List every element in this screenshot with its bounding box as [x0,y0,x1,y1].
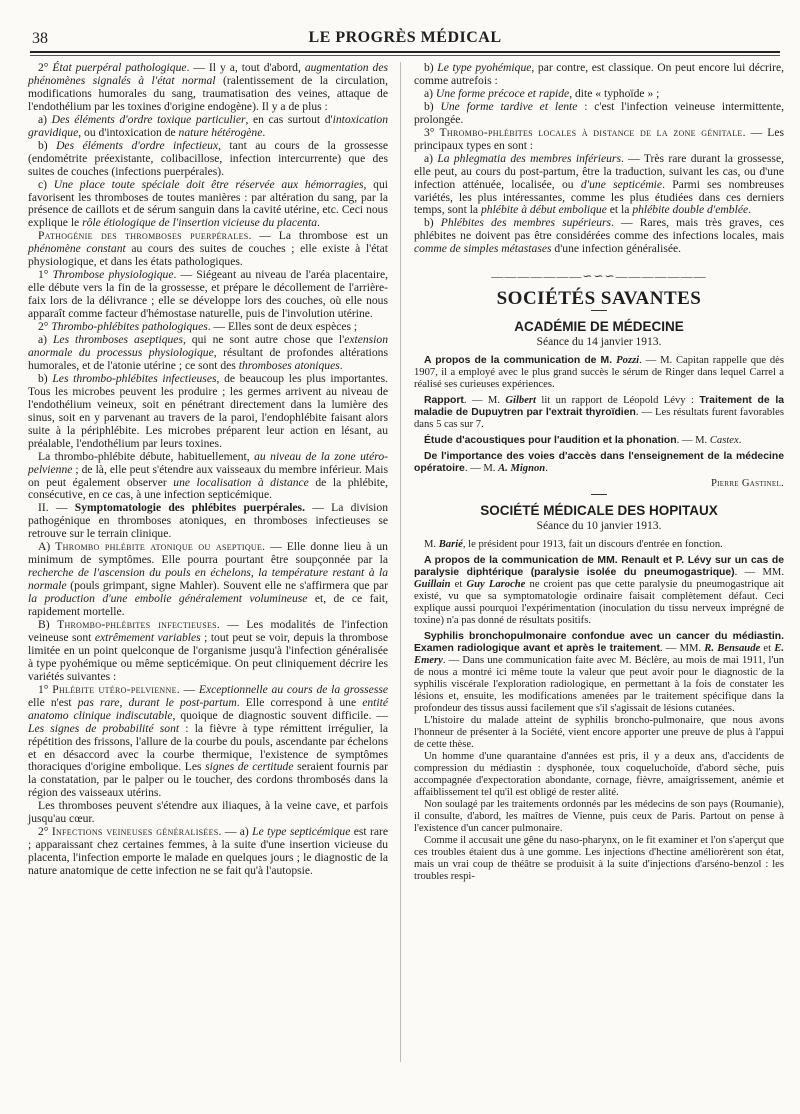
paragraph: Comme il accusait une gêne du naso-pharynx, on le fit examiner et l'on s'aperçut que ces troubles étaient dus à une gomme. Les injections d'hectine améliorèrent son état, mais un vrai coup de théâtre se produisit à la suite d'injections d'arséno-benzol : les troubles respi- [414,835,784,883]
paragraph: a) La phlegmatia des membres inférieurs. — Très rare durant la grossesse, elle peut, au cours du post-partum, être la traduction, suivant les cas, ou d'une infection atténuée, localisée, ou d'une septicémie. Parmi ses nombreuses variétés, les plus intéressantes, comme les plus étudiées dans ces derniers temps, sont la phlébite à début embolique et la phlébite double d'emblée. [414,151,785,217]
academy-item: Étude d'acoustiques pour l'audition et la phonation. — M. Castex. [424,435,742,447]
academy-title: ACADÉMIE DE MÉDECINE [514,319,684,335]
paragraph: II. — Symptomatologie des phlébites puerpérales. — La division pathogénique en thromboses atoniques, en thromboses infectieuses se retrouve sur le terrain clinique. [28,501,389,541]
paragraph: A) Thrombo phlébite atonique ou aseptique. — Elle donne lieu à un minimum de symptômes. Elle pourra pourtant être soupçonnée par la recherche de l'ascension du pouls en échelons, la température restant à la normale (pouls grimpant, signe Mahler). Souvent elle ne s'affirmera que par la production d'une embolie généralement volumineuse et, de ce fait, rapidement mortelle. [28,540,388,619]
paragraph: Les thromboses peuvent s'étendre aux iliaques, à la veine cave, et parfois jusqu'au cœur. [28,799,388,826]
paragraph: a) Une forme précoce et rapide, dite « typhoïde » ; [424,86,660,100]
header-rule [30,51,780,53]
section-rule [591,494,607,495]
paragraph: 2° Thrombo-phlébites pathologiques. — Elles sont de deux espèces ; [38,320,358,334]
header-rule-thin [30,55,780,56]
title-rule [591,310,607,311]
left-column [28,62,388,878]
paragraph: b) Une forme tardive et lente : c'est l'infection veineuse intermittente, prolongée. [414,99,784,126]
section-title: SOCIÉTÉS SAVANTES [496,288,702,310]
journal-title: LE PROGRÈS MÉDICAL [308,29,502,46]
paragraph: La thrombo-phlébite débute, habituellement, au niveau de la zone utéro-pelvienne ; de là, elle peut s'étendre aux vaisseaux du membre inférieur. Mais on peut également observer une localisation à distance de la phlébite, consécutive, en ce cas, à une infection septicémique. [28,449,389,502]
paragraph: b) Phlébites des membres supérieurs. — Rares, mais très graves, ces phlébites ne doivent pas être considérées comme des infections locales, mais comme de simples métastases d'une infection généralisée. [414,216,784,256]
academy-item: Rapport. — M. Gilbert lit un rapport de Léopold Lévy : Traitement de la maladie de Dupuytren par l'extrait thyroïdien. — Les résultats furent favorables dans 5 cas sur 7. [414,395,784,431]
hospital-society-title: SOCIÉTÉ MÉDICALE DES HOPITAUX [480,503,718,519]
paragraph: 3° Thrombo-phlébites locales à distance de la zone génitale. — Les principaux types en sont : [414,125,785,152]
paragraph: a) Des éléments d'ordre toxique particulier, en cas surtout d'intoxication gravidique, ou d'intoxication de nature hétérogène. [28,112,388,139]
paragraph: 1° Thrombose physiologique. — Siégeant au niveau de l'aréa placentaire, elle débute vers la fin de la grossesse, et prépare le décollement de l'arrière-faix lors de la délivrance ; elle se développe lors des couches, où elle nous apparaît comme facteur d'hémostase naturelle, puis de l'involution utérine. [28,268,388,321]
paragraph: b) Les thrombo-phlébites infectieuses, de beaucoup les plus importantes. Tous les microbes peuvent les produire ; les germes arrivent au niveau de l'endothélium veineux, soit en pénétrant directement dans la lumière des sinus, soit en y parvenant au travers de la paroi, l'endophlébite faisant alors suite à la périphlébite. Les microbes préparent leur action en lésant, au préalable, l'endothélium par leurs toxines. [28,371,388,450]
paragraph: L'histoire du malade atteint de syphilis broncho-pulmonaire, que nous avons l'honneur de présenter à la Société, vient encore apporter une preuve de plus à l'appui de cette thèse. [414,715,784,751]
paragraph: 2° Infections veineuses généralisées. — a) Le type septicémique est rare ; apparaissant chez certaines femmes, à la suite d'une insertion vicieuse du placenta, l'infection emporte le malade en quelques jours ; le diagnostic de la nature anatomique de cette infection ne se fait qu'à l'autopsie. [28,825,388,878]
academy-session-date: Séance du 14 janvier 1913. [536,336,662,349]
academy-item: De l'importance des voies d'accès dans l'enseignement de la médecine opératoire. — M. A. Mignon. [414,451,784,475]
ornament-divider: ———————∽∽∽——————— [491,269,707,284]
hospital-item: A propos de la communication de MM. Renault et P. Lévy sur un cas de paralysie diphtérique (paralysie isolée du pneumogastrique). — MM. Guillain et Guy Laroche ne croient pas que cette paralysie du pneumogastrique ait existé, vu que sa symptomatologie ordinaire faisait complètement défaut. Ceci explique aussi pourquoi l'expérimentation (inoculation du tissu nerveux imprégné de toxine) n'a pas donné de résultats positifs. [414,555,784,627]
paragraph: b) Le type pyohémique, par contre, est classique. On peut encore lui décrire, comme autrefois : [414,61,784,87]
hospital-item: M. Barié, le président pour 1913, fait un discours d'entrée en fonction. [424,539,723,551]
paragraph: B) Thrombo-phlébites infectieuses. — Les modalités de l'infection veineuse sont extrêmement variables ; tout peut se voir, depuis la thrombose limitée en un point quelconque de l'organisme jusqu'à l'infection généralisée à type pyohémique ou même septicémique. On peut cliniquement décrire les variétés suivantes : [28,617,388,683]
paragraph: Un homme d'une quarantaine d'années est pris, il y a deux ans, d'accidents de compression du médiastin : dysphonée, toux coqueluchoïde, d'abord sèche, puis accompagnée d'expectoration abondante, cornage, fièvre, amaigrissement, anémie et affaiblissement tel qu'il est obligé de rester alité. [414,751,784,799]
paragraph: a) Les thromboses aseptiques, qui ne sont autre chose que l'extension anormale du processus physiologique, résultant de profondes altérations humorales, et de l'atonie utérine ; ce sont des thromboses atoniques. [28,333,389,372]
academy-item: A propos de la communication de M. Pozzi. — M. Capitan rappelle que dès 1907, il a employé avec le plus grand succès le sérum de Ringer dans lequel Carrel a réalisé ses curieuses expériences. [414,355,785,391]
paragraph: 2° État puerpéral pathologique. — Il y a, tout d'abord, augmentation des phénomènes signalés à l'état normal (ralentissement de la circulation, modifications humorales du sang, traumatisation des veines, attaque de l'endothélium par les toxines d'origine endogène). Il y a de plus : [28,61,389,113]
right-column [414,62,784,883]
paragraph: Non soulagé par les traitements ordonnés par les médecins de son pays (Roumanie), il consulte, d'abord, les maîtres de Vienne, puis ceux de Paris. Partout on pense à l'existence d'un cancer pulmonaire. [414,799,784,835]
paragraph: c) Une place toute spéciale doit être réservée aux hémorragies, qui favorisent les thromboses de toutes manières : par altération du sang, par la présence de caillots et de sérum sanguin dans la cavité utérine, etc. Ceci nous explique le rôle étiologique de l'insertion vicieuse du placenta. [28,177,388,230]
page-header [30,28,780,50]
page-number: 38 [32,30,48,47]
paragraph: b) Des éléments d'ordre infectieux, tant au cours de la grossesse (endométrite préexistante, colibacillose, infection intercurrente) que des suites de couches (infections puerpérales). [28,138,388,178]
column-divider [400,62,401,1062]
paragraph: Pathogénie des thromboses puerpérales. — La thrombose est un phénomène constant au cours des suites de couches ; elle existe à l'état physiologique, et dans les états pathologiques. [28,229,388,269]
hospital-session-date: Séance du 10 janvier 1913. [536,520,662,533]
author-signature: Pierre Gastinel. [710,478,784,490]
hospital-item: Syphilis bronchopulmonaire confondue avec un cancer du médiastin. Examen radiologique avant et après le traitement. — MM. R. Bensaude et E. Emery. — Dans une communication faite avec M. Béclère, au mois de mai 1911, l'un de nous a montré ici même toute la valeur que peut avoir pour le diagnostic de la syphilis viscérale l'exploration radiologique, en permettant à la fois de constater les lésions et, ensuite, les modifications amenées par le traitement spécifique dans la profondeur des tissus aussi facilement que s'il s'agissait de lésions cutanées. [414,631,784,715]
paragraph: 1° Phlébite utéro-pelvienne. — Exceptionnelle au cours de la grossesse elle n'est pas rare, durant le post-partum. Elle correspond à une entité anatomo clinique indiscutable, quoique de diagnostic souvent difficile. — Les signes de probabilité sont : la fièvre à type rémittent irrégulier, la répétition des frissons, l'allure de la courbe du pouls, ascendante par échelons et en désaccord avec la courbe thermique, l'existence de symptômes thoraciques d'origine embolique. Les signes de certitude seraient fournis par la constatation, par le palper ou le toucher, des cordons thrombosés dans la région des vaisseaux utérins. [28,682,389,800]
